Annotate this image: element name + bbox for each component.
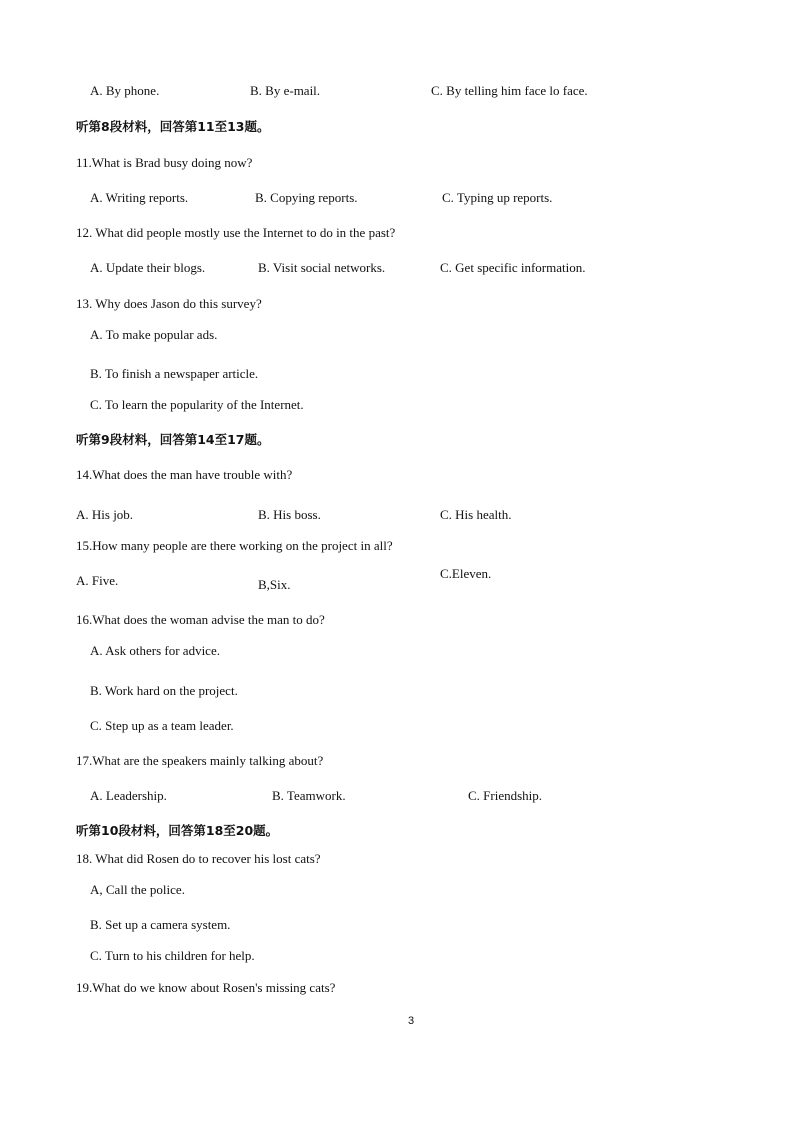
- q12-option-a: A. Update their blogs.: [90, 260, 206, 275]
- q17-option-b: B. Teamwork.: [272, 788, 346, 803]
- q10-option-c: C. By telling him face lo face.: [431, 83, 588, 98]
- q16-option-b: B. Work hard on the project.: [90, 683, 238, 698]
- q17-option-a: A. Leadership.: [90, 788, 167, 803]
- question-16: 16.What does the woman advise the man to do?: [76, 612, 325, 627]
- q14-option-a: A. His job.: [76, 507, 134, 522]
- q14-option-b: B. His boss.: [258, 507, 321, 522]
- q13-option-b: B. To finish a newspaper article.: [90, 366, 259, 381]
- q18-option-a: A, Call the police.: [90, 882, 185, 897]
- question-14: 14.What does the man have trouble with?: [76, 467, 293, 482]
- q18-option-b: B. Set up a camera system.: [90, 917, 231, 932]
- page-number: 3: [408, 1015, 415, 1027]
- q10-option-a: A. By phone.: [90, 83, 160, 98]
- q17-option-c: C. Friendship.: [468, 788, 543, 803]
- question-13: 13. Why does Jason do this survey?: [76, 296, 262, 311]
- q10-option-b: B. By e-mail.: [250, 83, 321, 98]
- q13-option-a: A. To make popular ads.: [90, 327, 218, 342]
- section-heading-8: 听第8段材料，回答第11至13题。: [76, 119, 270, 134]
- section-heading-9: 听第9段材料，回答第14至17题。: [76, 432, 270, 447]
- q16-option-c: C. Step up as a team leader.: [90, 718, 234, 733]
- question-15: 15.How many people are there working on the project in all?: [76, 538, 393, 553]
- q12-option-c: C. Get specific information.: [440, 260, 586, 275]
- q18-option-c: C. Turn to his children for help.: [90, 948, 255, 963]
- section-heading-10: 听第10段材料，回答第18至20题。: [76, 823, 279, 838]
- question-12: 12. What did people mostly use the Internet to do in the past?: [76, 225, 396, 240]
- q15-option-b: B,Six.: [258, 577, 291, 592]
- question-19: 19.What do we know about Rosen's missing cats?: [76, 980, 336, 995]
- question-11: 11.What is Brad busy doing now?: [76, 155, 253, 170]
- q11-option-a: A. Writing reports.: [90, 190, 189, 205]
- q15-option-c: C.Eleven.: [440, 566, 492, 581]
- question-18: 18. What did Rosen do to recover his lost cats?: [76, 851, 321, 866]
- q13-option-c: C. To learn the popularity of the Internet.: [90, 397, 304, 412]
- q16-option-a: A. Ask others for advice.: [90, 643, 220, 658]
- q11-option-b: B. Copying reports.: [255, 190, 358, 205]
- q12-option-b: B. Visit social networks.: [258, 260, 386, 275]
- q11-option-c: C. Typing up reports.: [442, 190, 553, 205]
- q15-option-a: A. Five.: [76, 573, 119, 588]
- q14-option-c: C. His health.: [440, 507, 512, 522]
- question-17: 17.What are the speakers mainly talking about?: [76, 753, 324, 768]
